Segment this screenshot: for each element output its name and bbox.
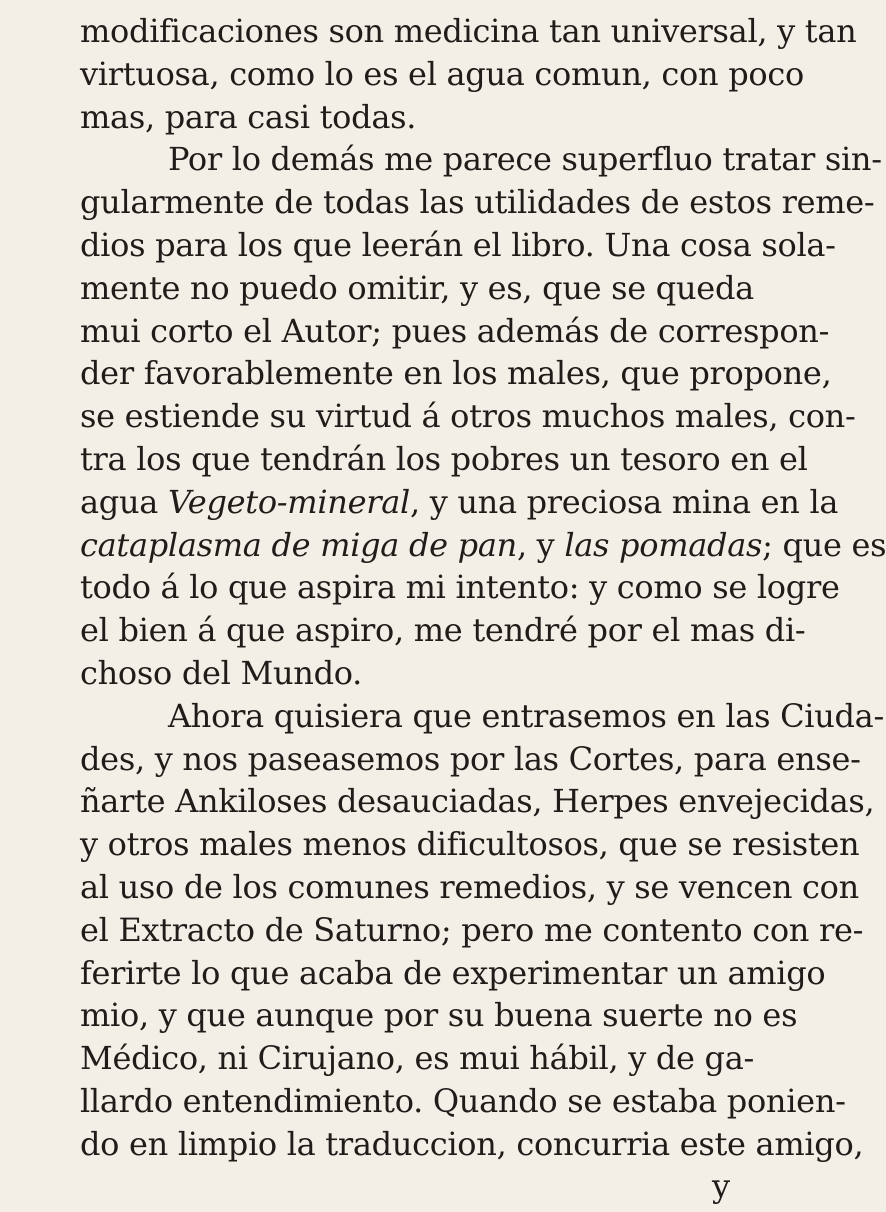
text-segment: el bien á que aspiro, me tendré por el mas di- xyxy=(80,611,806,649)
text-line xyxy=(80,181,875,223)
text-segment: ; que es xyxy=(762,526,886,564)
text-line xyxy=(80,224,836,266)
text-segment: mui corto el Autor; pues además de correspon- xyxy=(80,312,830,350)
text-segment: , y xyxy=(516,526,565,564)
text-segment: agua xyxy=(80,483,168,521)
text-segment: Ahora quisiera que entrasemos en las Ciuda- xyxy=(168,697,884,735)
text-segment: choso del Mundo. xyxy=(80,654,363,692)
text-line xyxy=(80,96,730,138)
text-line xyxy=(80,738,861,780)
catchword: y xyxy=(712,1167,731,1205)
text-segment: mas, para casi todas. xyxy=(80,98,417,136)
text-segment: der favorablemente en los males, que propone, xyxy=(80,354,832,392)
text-line xyxy=(80,609,806,651)
text-line xyxy=(80,267,754,309)
text-segment: tra los que tendrán los pobres un tesoro en el xyxy=(80,440,808,478)
text-line xyxy=(80,438,808,480)
text-line xyxy=(80,10,857,52)
text-line xyxy=(80,395,856,437)
text-segment: do en limpio la traduccion, concurria este amigo, xyxy=(80,1125,864,1163)
text-line xyxy=(80,352,832,394)
text-line xyxy=(80,524,886,566)
text-segment: , y una preciosa mina en la xyxy=(409,483,839,521)
text-segment: todo á lo que aspira mi intento: y como se logre xyxy=(80,568,840,606)
text-segment: dios para los que leerán el libro. Una cosa sola- xyxy=(80,226,836,264)
text-line xyxy=(80,780,875,822)
text-segment: mente no puedo omitir, y es, que se queda xyxy=(80,269,754,307)
text-line xyxy=(80,566,840,608)
text-line xyxy=(80,1123,864,1165)
text-segment: gularmente de todas las utilidades de estos reme- xyxy=(80,183,875,221)
text-line xyxy=(80,866,859,908)
text-line xyxy=(80,994,798,1036)
text-segment: ferirte lo que acaba de experimentar un amigo xyxy=(80,954,826,992)
text-line xyxy=(80,310,830,352)
text-segment: Por lo demás me parece superfluo tratar sin- xyxy=(168,140,882,178)
text-line xyxy=(80,909,864,951)
text-segment: modificaciones son medicina tan universal, y tan xyxy=(80,12,857,50)
text-line xyxy=(168,138,882,180)
text-line xyxy=(80,53,804,95)
text-segment: al uso de los comunes remedios, y se vencen con xyxy=(80,868,859,906)
text-line xyxy=(80,1080,846,1122)
italic-text: cataplasma de miga de pan xyxy=(80,526,517,564)
text-segment: se estiende su virtud á otros muchos males, con- xyxy=(80,397,856,435)
text-line xyxy=(168,695,884,737)
text-segment: virtuosa, como lo es el agua comun, con poco xyxy=(80,55,804,93)
text-line xyxy=(80,481,839,523)
text-segment: llardo entendimiento. Quando se estaba ponien- xyxy=(80,1082,846,1120)
text-segment: el Extracto de Saturno; pero me contento con re- xyxy=(80,911,864,949)
text-segment: y otros males menos dificultosos, que se resisten xyxy=(80,825,860,863)
text-line xyxy=(80,1037,755,1079)
italic-text: Vegeto-mineral xyxy=(167,483,410,521)
text-segment: Médico, ni Cirujano, es mui hábil, y de ga- xyxy=(80,1039,755,1077)
text-line xyxy=(80,823,860,865)
text-segment: des, y nos paseasemos por las Cortes, para ense- xyxy=(80,740,861,778)
italic-text: las pomadas xyxy=(564,526,763,564)
text-line xyxy=(80,952,826,994)
text-line xyxy=(80,652,730,694)
text-segment: mio, y que aunque por su buena suerte no es xyxy=(80,996,798,1034)
text-segment: ñarte Ankiloses desauciadas, Herpes envejecidas, xyxy=(80,782,875,820)
